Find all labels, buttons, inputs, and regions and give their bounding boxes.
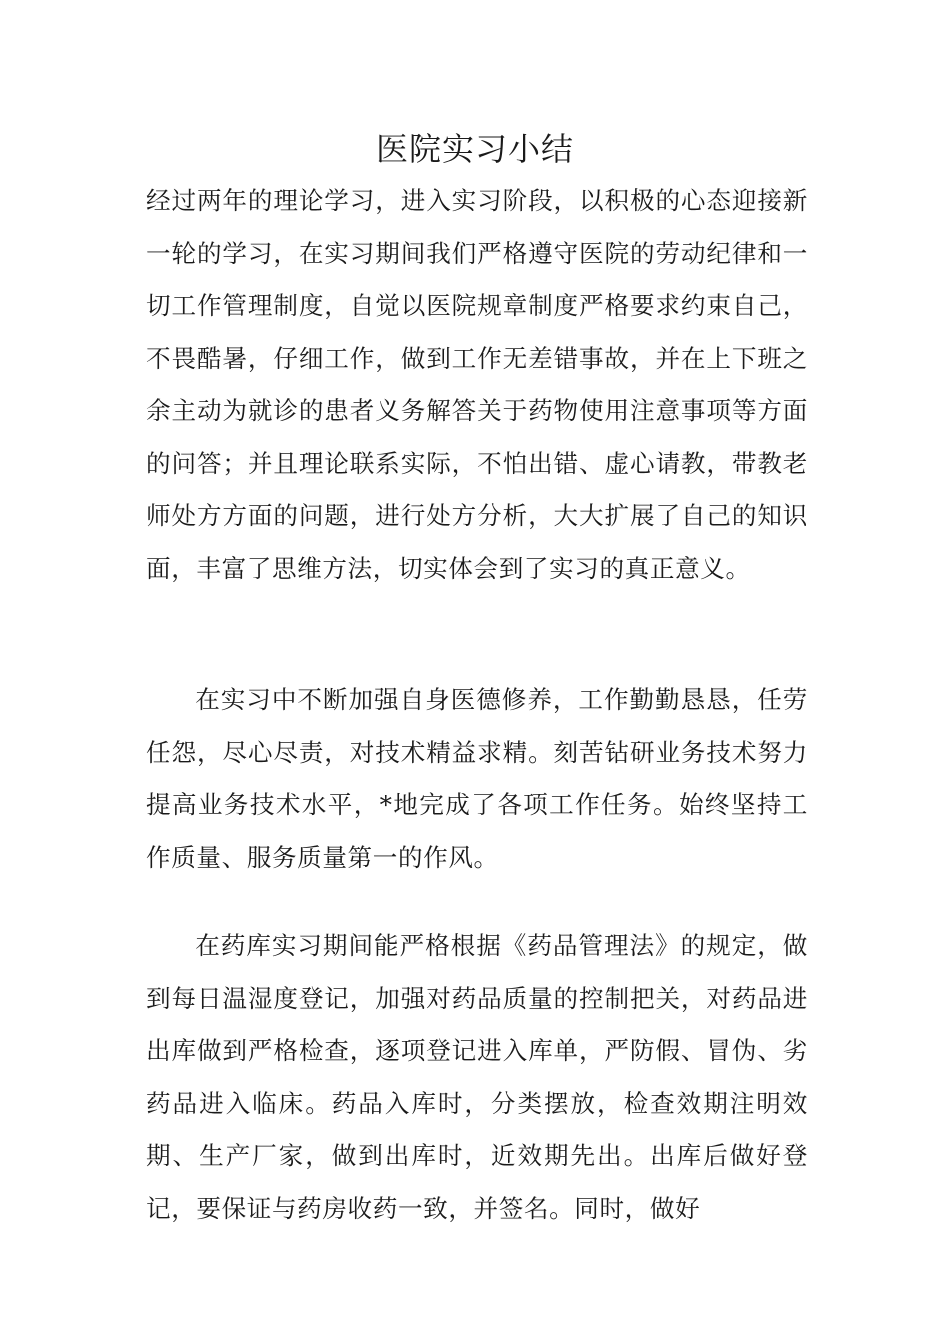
paragraph-3: 在药库实习期间能严格根据《药品管理法》的规定，做到每日温湿度登记，加强对药品质量的控制把关，对药品进出库做到严格检查，逐项登记进入库单，严防假、冒伪、劣药品进入临床。药品入库时，分类摆放，检查效期注明效期、生产厂家，做到出库时，近效期先出。出库后做好登记，要保证与药房收药一致，并签名。同时，做好 xyxy=(146,931,808,1223)
document-title: 医院实习小结 xyxy=(375,130,574,168)
paragraph-2: 在实习中不断加强自身医德修养，工作勤勤恳恳，任劳任怨，尽心尽责，对技术精益求精。刻苦钻研业务技术努力提高业务技术水平，*地完成了各项工作任务。始终坚持工作质量、服务质量第一的作风。 xyxy=(146,685,808,872)
paragraph-1: 经过两年的理论学习，进入实习阶段，以积极的心态迎接新一轮的学习，在实习期间我们严格遵守医院的劳动纪律和一切工作管理制度，自觉以医院规章制度严格要求约束自己，不畏酷暑，仔细工作，做到工作无差错事故，并在上下班之余主动为就诊的患者义务解答关于药物使用注意事项等方面的问答；并且理论联系实际，不怕出错、虚心请教，带教老师处方方面的问题，进行处方分析，大大扩展了自己的知识面，丰富了思维方法，切实体会到了实习的真正意义。 xyxy=(146,186,808,583)
